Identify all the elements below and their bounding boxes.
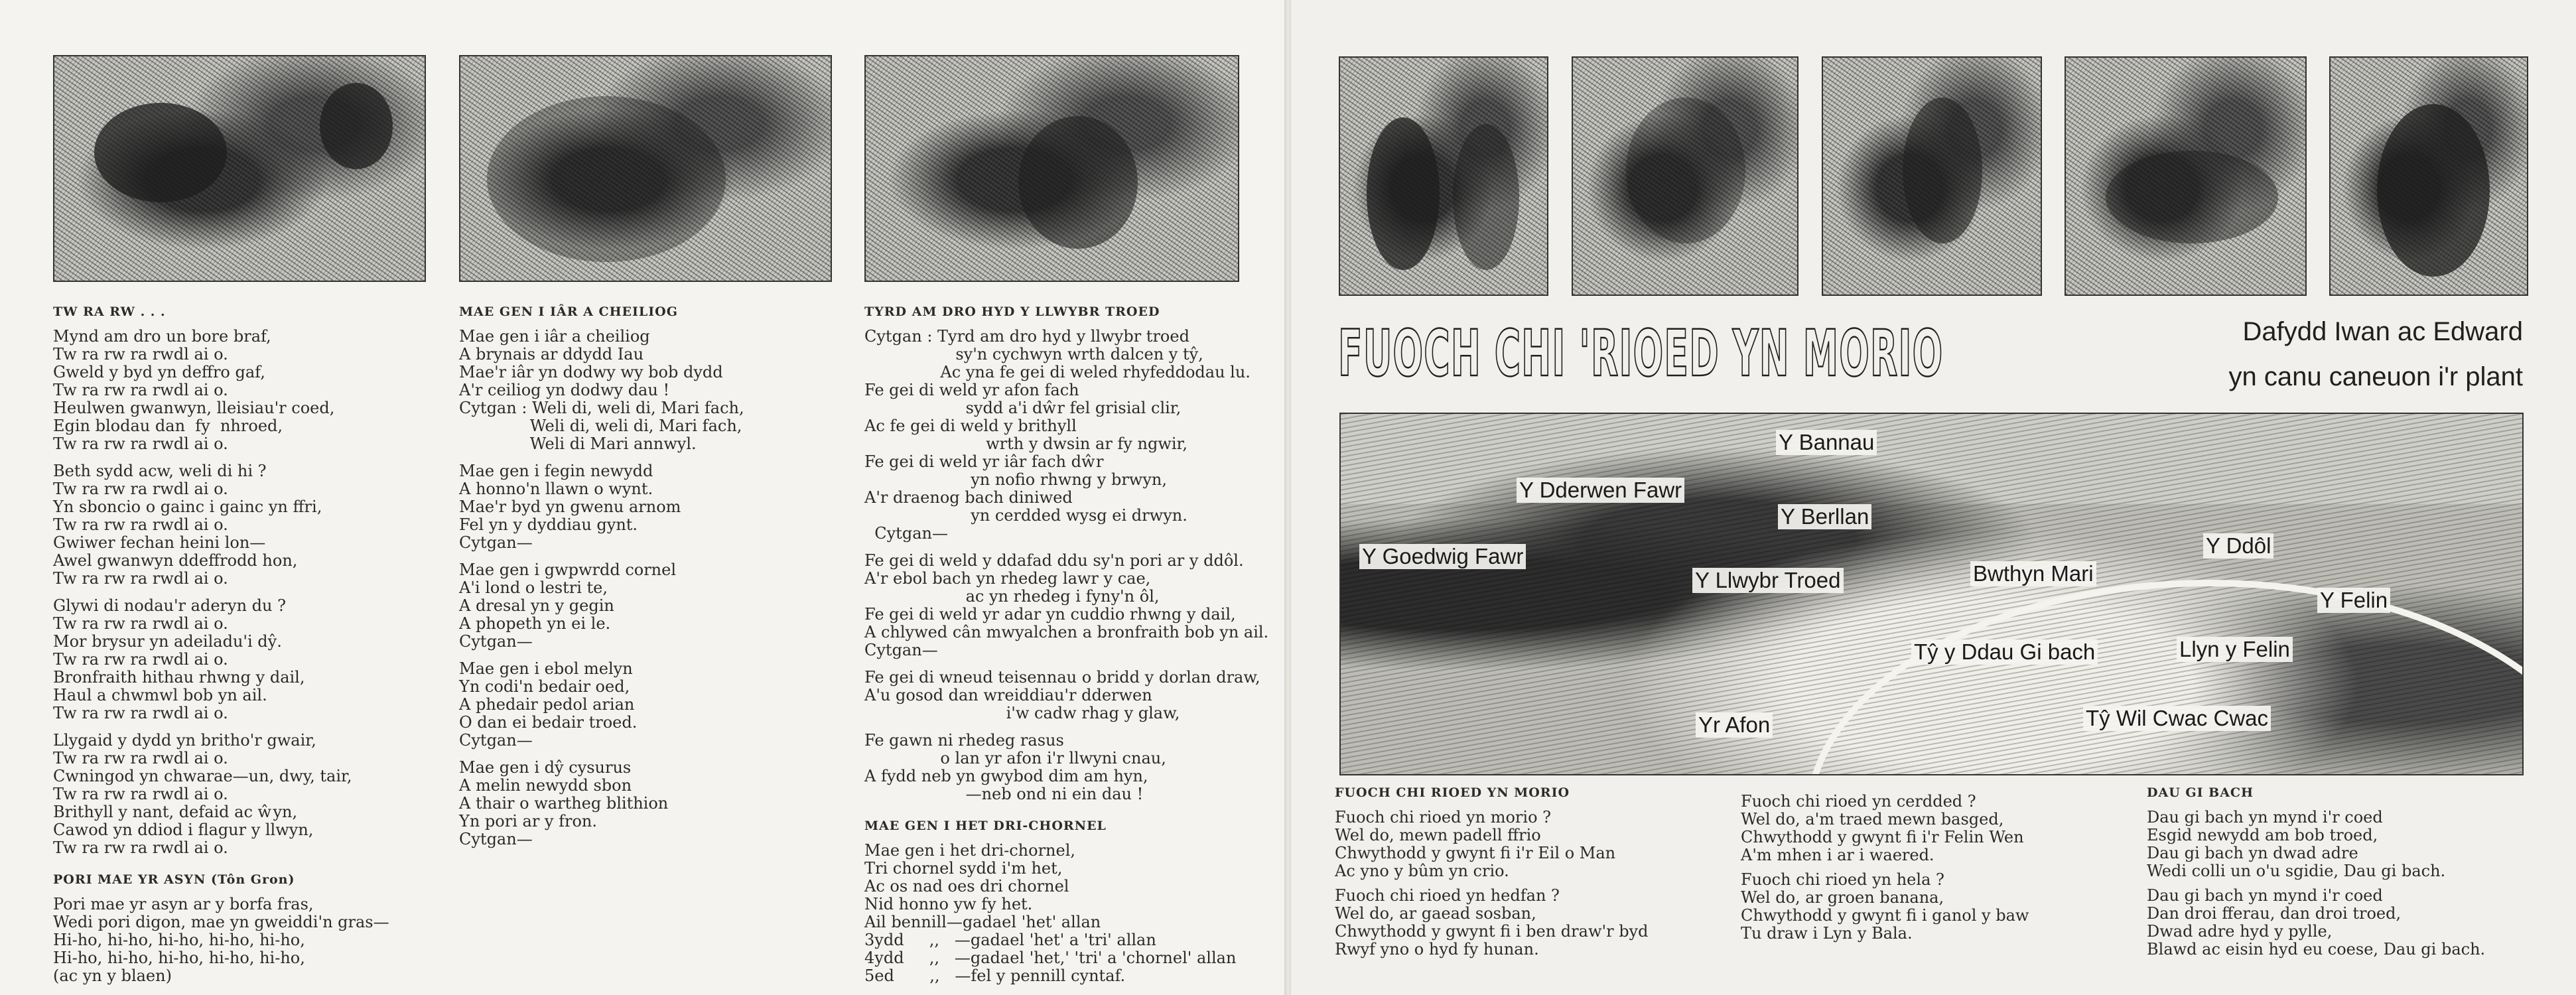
- lyric-line: Ac yno y bûm yn crio.: [1335, 862, 1509, 880]
- lyric-line: Cytgan : Tyrd am dro hyd y llwybr troed: [864, 327, 1189, 346]
- lyric-line: yn cerdded wysg ei drwyn.: [864, 506, 1187, 525]
- song-column-1: [1335, 785, 1648, 959]
- lyric-line: Yn pori ar y fron.: [459, 812, 598, 830]
- lyric-line: Hi-ho, hi-ho, hi-ho, hi-ho, hi-ho,: [53, 949, 305, 967]
- lyric-line: 4ydd ,, —gadael 'het,' 'tri' a 'chornel' allan: [864, 949, 1237, 967]
- lyric-line: Tw ra rw ra rwdl ai o.: [53, 614, 228, 633]
- lyric-line: o lan yr afon i'r llwyni cnau,: [864, 749, 1166, 767]
- lyric-line: Wedi pori digon, mae yn gweiddi'n gras—: [53, 913, 389, 931]
- lyric-line: i'w cadw rhag y glaw,: [864, 704, 1180, 722]
- lyric-line: Dau gi bach yn mynd i'r coed: [2147, 886, 2383, 905]
- map-label: Y Bannau: [1776, 430, 1877, 455]
- lyric-line: A thair o wartheg blithion: [459, 794, 669, 813]
- illustration-fox: [2065, 56, 2307, 296]
- map-label: Y Berllan: [1778, 504, 1871, 529]
- lyric-line: (ac yn y blaen): [53, 966, 172, 985]
- column-3: [864, 304, 1268, 985]
- lyric-line: Fe gei di wneud teisennau o bridd y dorlan draw,: [864, 668, 1260, 687]
- lyric-line: Mae gen i iâr a cheiliog: [459, 327, 650, 346]
- lyric-line: Chwythodd y gwynt fi i'r Felin Wen: [1741, 828, 2024, 846]
- lyric-line: Chwythodd y gwynt fi i ben draw'r byd: [1335, 922, 1649, 941]
- lyric-line: A'm mhen i ar i waered.: [1741, 846, 1934, 864]
- lyric-line: Dwad adre hyd y pylle,: [2147, 922, 2333, 941]
- lyric-line: Mae'r byd yn gwenu arnom: [459, 498, 681, 516]
- lyric-line: Brithyll y nant, defaid ac ŵyn,: [53, 803, 298, 821]
- lyric-line: Wedi colli un o'u sgidie, Dau gi bach.: [2147, 862, 2446, 880]
- lyric-line: Dau gi bach yn dwad adre: [2147, 844, 2358, 862]
- lyric-line: Dau gi bach yn mynd i'r coed: [2147, 808, 2383, 827]
- lyric-line: Esgid newydd am bob troed,: [2147, 826, 2378, 844]
- lyric-line: A'r ceiliog yn dodwy dau !: [459, 381, 670, 399]
- lyric-line: Tw ra rw ra rwdl ai o.: [53, 569, 228, 588]
- footpath-road: [1805, 580, 2524, 775]
- lyric-line: Fuoch chi rioed yn morio ?: [1335, 808, 1552, 827]
- lyric-line: Pori mae yr asyn ar y borfa fras,: [53, 895, 314, 913]
- lyric-line: Fuoch chi rioed yn hedfan ?: [1335, 886, 1560, 905]
- map-label: Yr Afon: [1696, 712, 1773, 738]
- lyric-line: Blawd ac eisin hyd eu coese, Dau gi bach.: [2147, 940, 2486, 959]
- lyric-line: Nid honno yw fy het.: [864, 895, 1033, 913]
- lyric-line: O dan ei bedair troed.: [459, 713, 638, 732]
- lyric-line: Bronfraith hithau rhwng y dail,: [53, 668, 305, 687]
- lyric-line: A dresal yn y gegin: [459, 596, 614, 615]
- lyric-line: Cytgan : Weli di, weli di, Mari fach,: [459, 399, 744, 417]
- lyric-line: Fe gei di weld yr afon fach: [864, 381, 1079, 399]
- lyric-line: Wel do, a'm traed mewn basged,: [1741, 810, 2004, 829]
- illustration-rooster-hen: [53, 55, 426, 282]
- lyric-line: Fel yn y dyddiau gynt.: [459, 515, 638, 534]
- artist-line-2: yn canu caneuon i'r plant: [2228, 362, 2523, 391]
- lyric-line: Tw ra rw ra rwdl ai o.: [53, 749, 228, 767]
- lyric-line: ac yn rhedeg i fyny'n ôl,: [864, 587, 1160, 606]
- lyric-line: A brynais ar ddydd Iau: [459, 345, 644, 364]
- lyric-line: Fe gei di weld y ddafad ddu sy'n pori ar y ddôl.: [864, 551, 1244, 570]
- lyric-line: Weli di, weli di, Mari fach,: [459, 417, 742, 435]
- lyric-line: Cytgan—: [459, 731, 533, 750]
- lyric-line: Ac yna fe gei di weled rhyfeddodau lu.: [864, 363, 1251, 381]
- lyric-line: [459, 750, 744, 759]
- map-label: Y Felin: [2317, 588, 2390, 613]
- lyric-line: sy'n cychwyn wrth dalcen y tŷ,: [864, 345, 1203, 364]
- lyric-line: A'r ebol bach yn rhedeg lawr y cae,: [864, 569, 1151, 588]
- lyric-line: A fydd neb yn gwybod dim am hyn,: [864, 767, 1148, 785]
- lyric-line: 3ydd ,, —gadael 'het' a 'tri' allan: [864, 931, 1156, 949]
- lyric-line: sydd a'i dŵr fel grisial clir,: [864, 399, 1182, 417]
- column-2: [459, 304, 744, 848]
- lyric-line: Fe gei di weld yr iâr fach dŵr: [864, 452, 1104, 471]
- lyric-line: Mae gen i dŷ cysurus: [459, 758, 632, 777]
- lyric-line: yn nofio rhwng y brwyn,: [864, 470, 1167, 489]
- album-title: FUOCH CHI 'RIOED YN MORIO: [1338, 316, 1944, 391]
- lyric-line: Fuoch chi rioed yn cerdded ?: [1741, 792, 1976, 811]
- lyric-line: [459, 453, 744, 462]
- lyric-line: Gwiwer fechan heini lon—: [53, 533, 266, 552]
- lyric-line: Egin blodau dan fy nhroed,: [53, 417, 283, 435]
- lyric-line: Tu draw i Lyn y Bala.: [1741, 924, 1913, 943]
- lyric-line: A phedair pedol arian: [459, 695, 635, 714]
- lyric-line: Wel do, ar gaead sosban,: [1335, 904, 1536, 923]
- lyric-line: Chwythodd y gwynt fi i ganol y baw: [1741, 906, 2029, 925]
- lyric-line: Hi-ho, hi-ho, hi-ho, hi-ho, hi-ho,: [53, 931, 305, 949]
- lyric-line: [864, 659, 1268, 669]
- lyric-line: A'r draenog bach diniwed: [864, 488, 1073, 507]
- lyric-line: wrth y dwsin ar fy ngwir,: [864, 434, 1187, 453]
- lyric-line: Wel do, ar groen banana,: [1741, 888, 1944, 907]
- lyric-line: Ac os nad oes dri chornel: [864, 877, 1069, 896]
- map-label: Y Ddôl: [2203, 533, 2273, 559]
- lyric-line: [864, 543, 1268, 552]
- lyric-line: Tw ra rw ra rwdl ai o.: [53, 650, 228, 669]
- lyric-line: Heulwen gwanwyn, lleisiau'r coed,: [53, 399, 335, 417]
- village-map: [1339, 413, 2524, 775]
- lyric-line: Fe gawn ni rhedeg rasus: [864, 731, 1064, 750]
- column-1: [53, 304, 389, 985]
- map-label: Y Goedwig Fawr: [1359, 544, 1526, 569]
- lyric-line: Cytgan—: [459, 632, 533, 651]
- lyric-line: Mae gen i het dri-chornel,: [864, 841, 1076, 860]
- lyric-line: [53, 722, 389, 732]
- lyric-line: A'i lond o lestri te,: [459, 578, 608, 597]
- illustration-bears: [1339, 56, 1548, 296]
- lyric-line: Cytgan—: [864, 641, 938, 659]
- lyric-line: A melin newydd sbon: [459, 776, 632, 795]
- lyric-line: Mae gen i gwpwrdd cornel: [459, 561, 677, 579]
- lyric-line: Llygaid y dydd yn britho'r gwair,: [53, 731, 316, 750]
- lyric-line: Tw ra rw ra rwdl ai o.: [53, 480, 228, 498]
- lyric-line: Tw ra rw ra rwdl ai o.: [53, 838, 228, 857]
- lyric-line: —neb ond ni ein dau !: [864, 785, 1144, 803]
- lyric-line: Dan droi fferau, dan droi troed,: [2147, 904, 2402, 923]
- map-label: Y Dderwen Fawr: [1517, 478, 1684, 503]
- lyric-line: Tri chornel sydd i'm het,: [864, 859, 1063, 878]
- song-heading: FUOCH CHI RIOED YN MORIO: [1335, 785, 1570, 800]
- lyric-line: Tw ra rw ra rwdl ai o.: [53, 515, 228, 534]
- lyric-line: Fe gei di weld yr adar yn cuddio rhwng y dail,: [864, 605, 1236, 624]
- lyric-line: Cytgan—: [459, 830, 533, 848]
- map-label: Llyn y Felin: [2177, 637, 2293, 662]
- song-heading: DAU GI BACH: [2147, 785, 2254, 800]
- map-label: Bwthyn Mari: [1970, 561, 2096, 586]
- lyric-line: Chwythodd y gwynt fi i'r Eil o Man: [1335, 844, 1616, 862]
- lyric-line: A honno'n llawn o wynt.: [459, 480, 653, 498]
- song-heading: TYRD AM DRO HYD Y LLWYBR TROED: [864, 304, 1160, 319]
- song-heading: TW RA RW . . .: [53, 304, 166, 319]
- map-label: Y Llwybr Troed: [1692, 568, 1844, 593]
- lyric-line: Cwningod yn chwarae—un, dwy, tair,: [53, 767, 352, 785]
- lyric-line: Yn sboncio o gainc i gainc yn ffri,: [53, 498, 322, 516]
- song-heading: MAE GEN I IÂR A CHEILIOG: [459, 304, 678, 319]
- map-label: Tŷ Wil Cwac Cwac: [2083, 706, 2271, 731]
- lyric-line: A'u gosod dan wreiddiau'r dderwen: [864, 686, 1152, 704]
- lyric-line: Beth sydd acw, weli di hi ?: [53, 462, 267, 480]
- lyric-line: Gweld y byd yn deffro gaf,: [53, 363, 265, 381]
- lyric-line: Mae gen i ebol melyn: [459, 659, 633, 678]
- song-heading: PORI MAE YR ASYN (Tôn Gron): [53, 872, 295, 887]
- lyric-line: Ac fe gei di weld y brithyll: [864, 417, 1077, 435]
- lyric-line: [459, 651, 744, 660]
- artist-line-1: Dafydd Iwan ac Edward: [2242, 317, 2523, 346]
- lyric-line: [53, 588, 389, 597]
- lyric-line: Fuoch chi rioed yn hela ?: [1741, 870, 1944, 889]
- lyric-line: Wel do, mewn padell ffrio: [1335, 826, 1541, 844]
- lyric-line: Mor brysur yn adeiladu'i dŷ.: [53, 632, 282, 651]
- lyric-line: [864, 722, 1268, 732]
- illustration-boy-basket: [1822, 56, 2042, 296]
- illustration-hedgehog: [459, 55, 832, 282]
- lyric-line: Awel gwanwyn ddeffrodd hon,: [53, 551, 298, 570]
- lyric-line: Mae gen i fegin newydd: [459, 462, 653, 480]
- lyric-line: Tw ra rw ra rwdl ai o.: [53, 434, 228, 453]
- lyric-line: [53, 453, 389, 462]
- song-heading: MAE GEN I HET DRI-CHORNEL: [864, 819, 1107, 833]
- lyric-line: [459, 552, 744, 561]
- lyric-line: Mynd am dro un bore braf,: [53, 327, 271, 346]
- lyric-line: A phopeth yn ei le.: [459, 614, 611, 633]
- lyric-line: Cytgan—: [864, 524, 948, 543]
- illustration-child-chair: [864, 55, 1239, 282]
- lyric-line: A chlywed cân mwyalchen a bronfraith bob yn ail.: [864, 623, 1269, 641]
- map-label: Tŷ y Ddau Gi bach: [1911, 639, 2098, 665]
- illustration-squirrel: [1572, 56, 1798, 296]
- lyric-line: Tw ra rw ra rwdl ai o.: [53, 381, 228, 399]
- lyric-line: Cytgan—: [459, 533, 533, 552]
- lyric-line: Tw ra rw ra rwdl ai o.: [53, 704, 228, 722]
- song-column-2: [1741, 785, 2029, 943]
- lyric-line: Rwyf yno o hyd fy hunan.: [1335, 940, 1539, 959]
- lyric-line: Yn codi'n bedair oed,: [459, 677, 630, 696]
- lyric-line: Ail bennill—gadael 'het' allan: [864, 913, 1101, 931]
- lyric-line: Tw ra rw ra rwdl ai o.: [53, 785, 228, 803]
- lyric-line: Mae'r iâr yn dodwy wy bob dydd: [459, 363, 723, 381]
- lyric-line: Cawod yn ddiod i flagur y llwyn,: [53, 821, 314, 839]
- lyric-line: Haul a chwmwl bob yn ail.: [53, 686, 267, 704]
- lyric-line: Glywi di nodau'r aderyn du ?: [53, 596, 286, 615]
- illustration-dog-gentleman: [2329, 56, 2528, 296]
- lyric-line: Weli di Mari annwyl.: [459, 434, 697, 453]
- song-column-3: [2147, 785, 2485, 959]
- lyric-line: Tw ra rw ra rwdl ai o.: [53, 345, 228, 364]
- lyric-line: 5ed ,, —fel y pennill cyntaf.: [864, 966, 1126, 985]
